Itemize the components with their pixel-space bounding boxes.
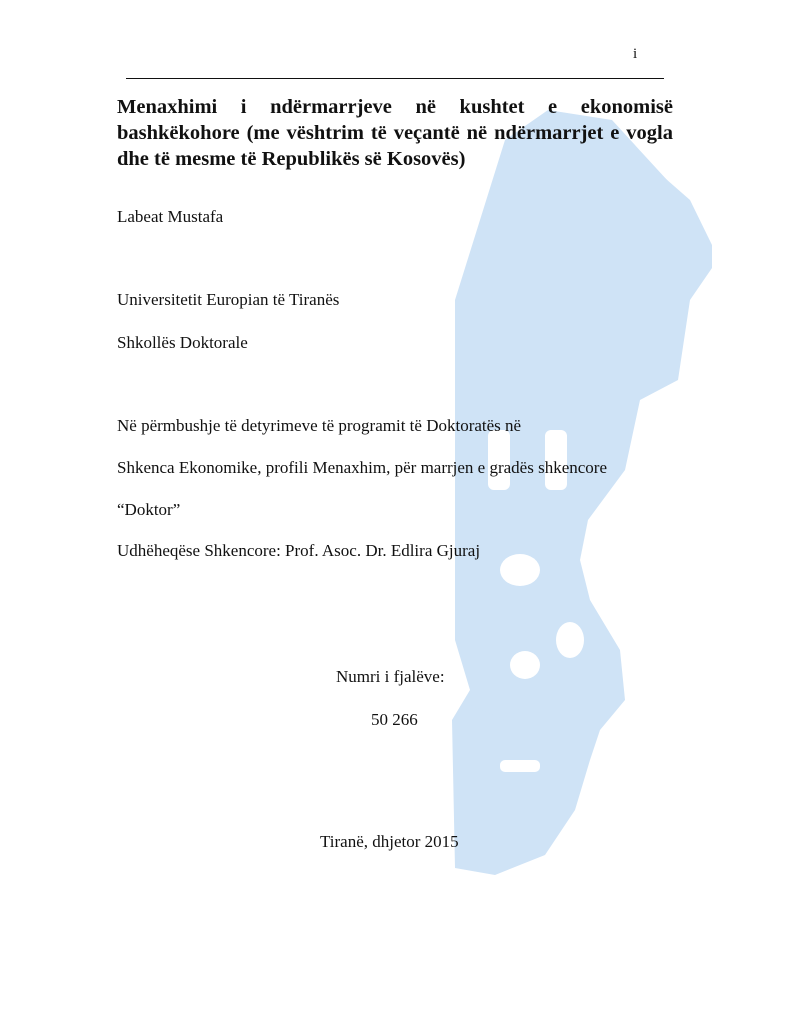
page-number: i bbox=[633, 46, 638, 62]
doctoral-school: Shkollës Doktorale bbox=[117, 333, 248, 352]
supervisor-line: Udhëheqëse Shkencore: Prof. Asoc. Dr. Edlira Gjuraj bbox=[117, 541, 481, 560]
thesis-title: Menaxhimi i ndërmarrjeve në kushtet e ekonomisë bashkëkohore (me vështrim të veçantë në ndërmarrjet e vogla dhe të mesme të Republikës së Kosovës) bbox=[117, 96, 673, 170]
degree-name: “Doktor” bbox=[117, 500, 181, 519]
word-count-value: 50 266 bbox=[371, 710, 418, 729]
header-rule bbox=[126, 78, 664, 79]
author-name: Labeat Mustafa bbox=[117, 207, 224, 226]
university-name: Universitetit Europian të Tiranës bbox=[117, 290, 340, 309]
fulfillment-statement-line2: Shkenca Ekonomike, profili Menaxhim, për marrjen e gradës shkencore bbox=[117, 458, 608, 477]
word-count-label: Numri i fjalëve: bbox=[336, 667, 445, 686]
place-and-date: Tiranë, dhjetor 2015 bbox=[320, 832, 459, 851]
fulfillment-statement-line1: Në përmbushje të detyrimeve të programit të Doktoratës në bbox=[117, 416, 522, 435]
